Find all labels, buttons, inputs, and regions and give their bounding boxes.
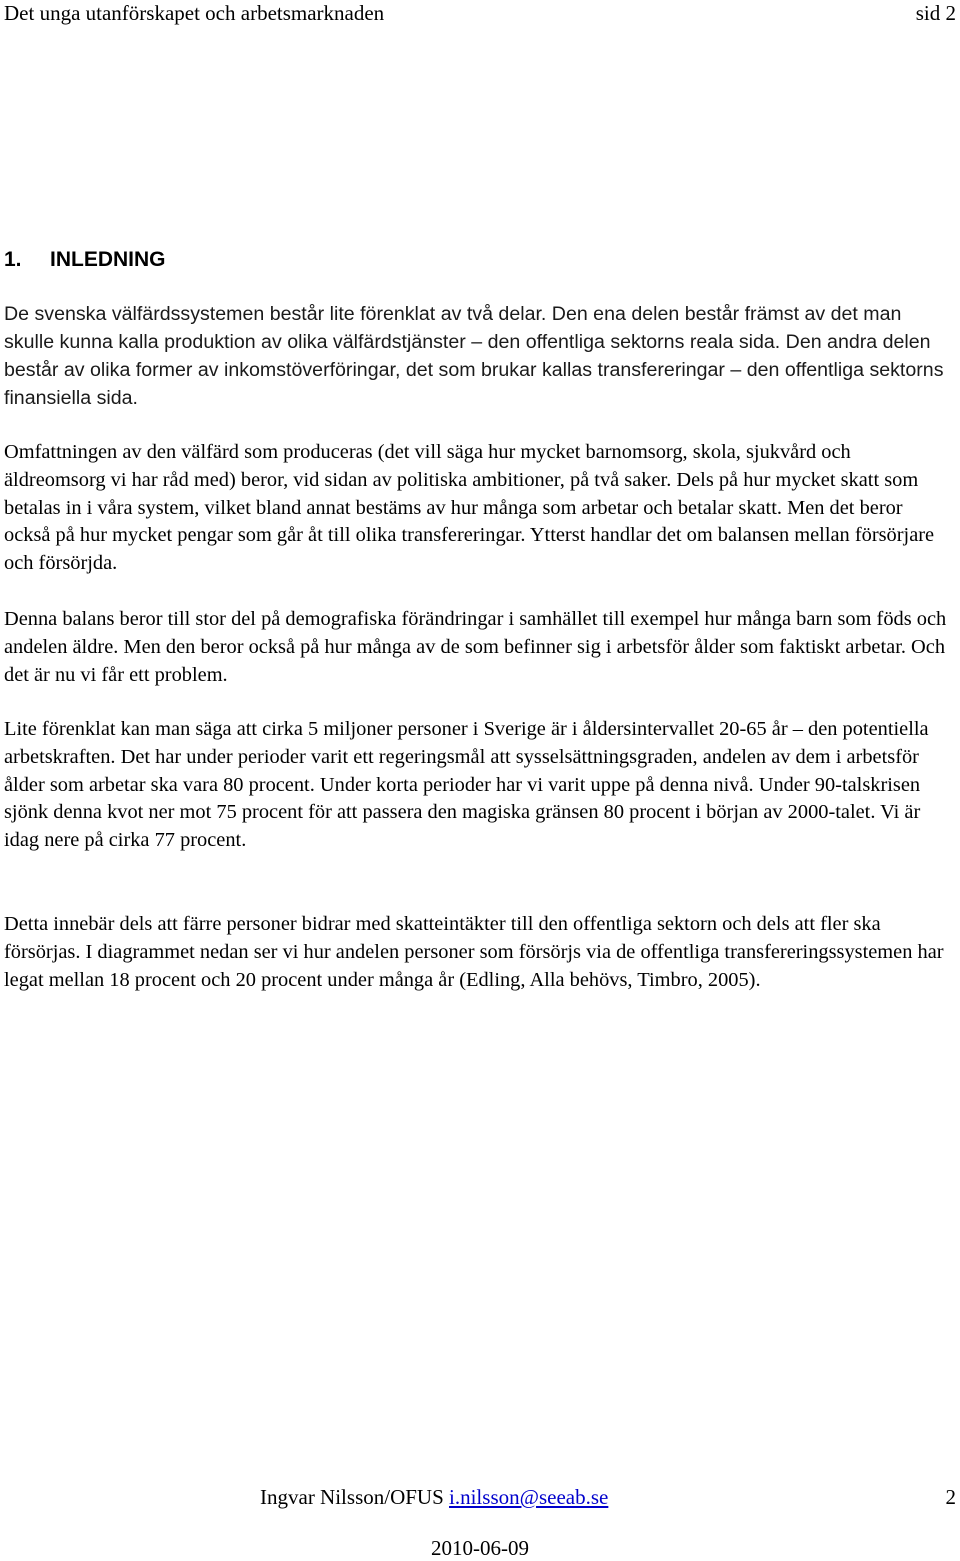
section-title: INLEDNING: [50, 248, 166, 271]
page-footer: [0, 1482, 956, 1512]
document-title: Det unga utanförskapet och arbetsmarknaden: [4, 1, 385, 25]
section-heading: [4, 246, 166, 274]
footer-page-number: 2: [945, 1485, 956, 1509]
page-label: sid 2: [915, 1, 956, 25]
footer-author: Ingvar Nilsson/OFUS: [260, 1485, 444, 1509]
footer-date: 2010-06-09: [431, 1536, 529, 1560]
paragraph: Omfattningen av den välfärd som produceras (det vill säga hur mycket barnomsorg, skola, sjukvård och äldreomsorg vi har råd med) beror, vid sidan av politiska ambitioner, på två saker. Dels på hur mycket skatt som betalas in i våra system, vilket bland annat bestäms av hur många som arbetar och betalar skatt. Men det beror också på hur mycket pengar som går åt till olika transfereringar. Ytterst handlar det om balansen mellan försörjare och försörjda.: [4, 441, 935, 575]
paragraph: De svenska välfärdssystemen består lite förenklat av två delar. Den ena delen består främst av det man skulle kunna kalla produktion av olika välfärdstjänster – den offentliga sektorns reala sida. Den andra delen består av olika former av inkomstöverföringar, det som brukar kallas transfereringar – den offentliga sektorns finansiella sida.: [4, 303, 944, 409]
paragraph: Detta innebär dels att färre personer bidrar med skatteintäkter till den offentliga sektorn och dels att fler ska försörjas. I diagrammet nedan ser vi hur andelen personer som försörjs via de offentliga transfereringssystemen har legat mellan 18 procent och 20 procent under många år (Edling, Alla behövs, Timbro, 2005).: [4, 913, 944, 991]
paragraph: Lite förenklat kan man säga att cirka 5 miljoner personer i Sverige är i åldersintervallet 20-65 år – den potentiella arbetskraften. Det har under perioder varit ett regeringsmål att sysselsättningsgraden, andelen av dem i arbetsför ålder som arbetar ska vara 80 procent. Under korta perioder har vi varit uppe på denna nivå. Under 90-talskrisen sjönk denna kvot ner mot 75 procent för att passera den magiska gränsen 80 procent i början av 2000-talet. Vi är idag nere på cirka 77 procent.: [4, 718, 929, 852]
footer-author-block: [260, 1482, 608, 1512]
paragraph: Denna balans beror till stor del på demografiska förändringar i samhället till exempel hur många barn som föds och andelen äldre. Men den beror också på hur många av de som befinner sig i arbetsför ålder som faktiskt arbetar. Och det är nu vi får ett problem.: [4, 608, 947, 686]
section-number: 1.: [4, 248, 22, 271]
email-link[interactable]: i.nilsson@seeab.se: [449, 1485, 609, 1509]
page-header: [4, 0, 956, 26]
